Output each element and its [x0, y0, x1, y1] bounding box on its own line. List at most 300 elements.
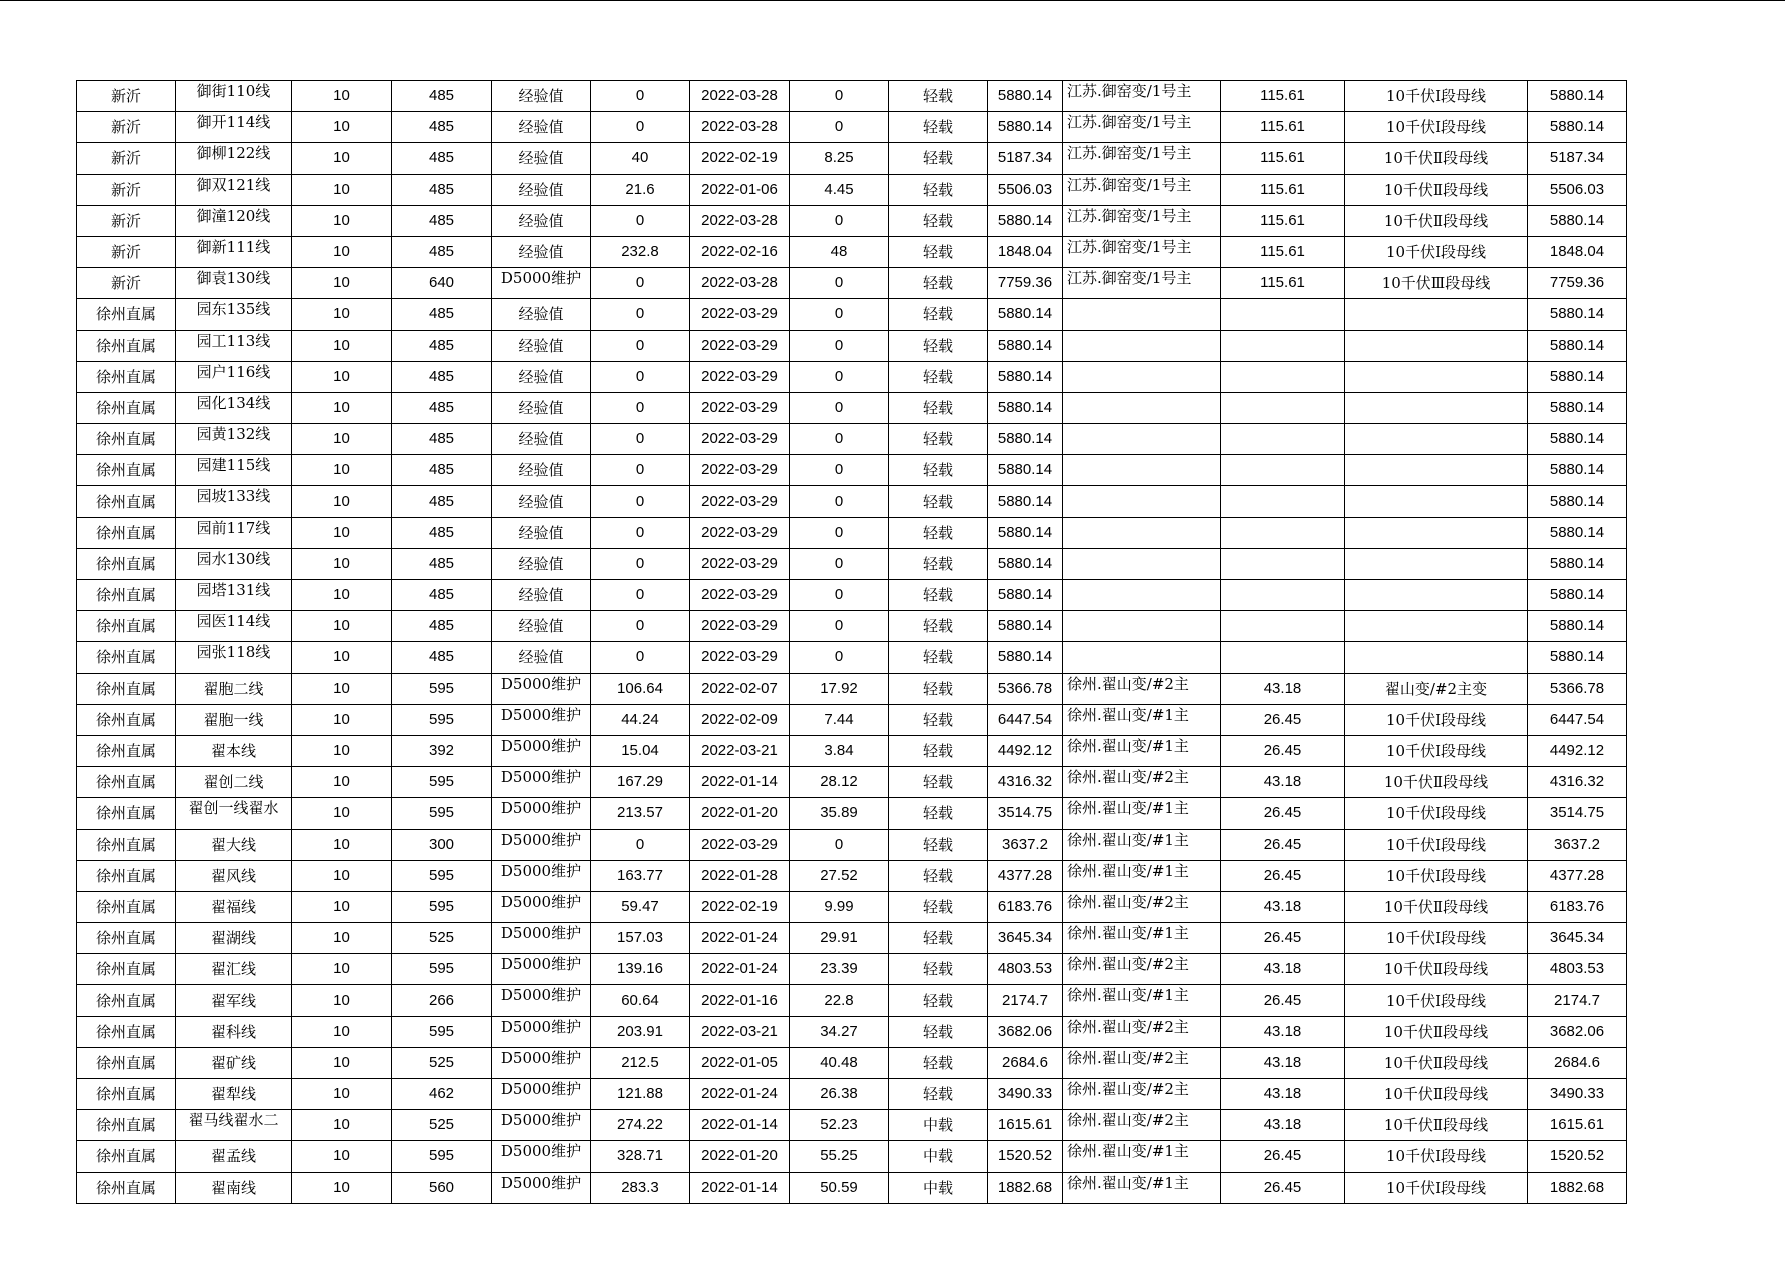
cell-max-current: 0 [591, 361, 690, 392]
cell-region: 徐州直属 [77, 299, 176, 330]
table-body [77, 81, 1627, 1204]
cell-load-rate: 4.45 [790, 174, 889, 205]
cell-load-rate: 55.25 [790, 1141, 889, 1172]
cell-rated-current: 595 [392, 1016, 492, 1047]
cell-line-name: 翟大线 [176, 829, 292, 860]
cell-max-current: 0 [591, 330, 690, 361]
cell-available: 2684.6 [1528, 1047, 1627, 1078]
table-row [77, 143, 1627, 174]
cell-bus-segment [1345, 517, 1528, 548]
cell-data-source: 经验值 [492, 299, 591, 330]
cell-data-source: D5000维护 [492, 1079, 591, 1110]
cell-data-source: D5000维护 [492, 673, 591, 704]
cell-rated-current: 485 [392, 143, 492, 174]
cell-line-name: 园户116线 [176, 361, 292, 392]
cell-region: 新沂 [77, 236, 176, 267]
cell-data-source: 经验值 [492, 81, 591, 112]
cell-margin: 4377.28 [988, 860, 1063, 891]
table-row [77, 891, 1627, 922]
cell-region: 徐州直属 [77, 548, 176, 579]
cell-margin: 5880.14 [988, 455, 1063, 486]
cell-max-current: 139.16 [591, 954, 690, 985]
cell-max-current: 328.71 [591, 1141, 690, 1172]
cell-capacity: 43.18 [1221, 1110, 1345, 1141]
cell-region: 徐州直属 [77, 424, 176, 455]
cell-max-current: 60.64 [591, 985, 690, 1016]
cell-load-status: 轻载 [889, 112, 988, 143]
cell-margin: 3645.34 [988, 923, 1063, 954]
cell-available: 5187.34 [1528, 143, 1627, 174]
cell-load-status: 轻载 [889, 954, 988, 985]
cell-load-status: 轻载 [889, 923, 988, 954]
cell-margin: 3682.06 [988, 1016, 1063, 1047]
cell-voltage: 10 [292, 517, 392, 548]
cell-bus-segment [1345, 548, 1528, 579]
cell-main-transformer: 江苏.御窑变/1号主 [1063, 268, 1221, 299]
cell-region: 徐州直属 [77, 1141, 176, 1172]
cell-bus-segment [1345, 330, 1528, 361]
cell-margin: 5880.14 [988, 361, 1063, 392]
cell-capacity: 26.45 [1221, 860, 1345, 891]
cell-region: 徐州直属 [77, 954, 176, 985]
cell-line-name: 园工113线 [176, 330, 292, 361]
cell-region: 新沂 [77, 143, 176, 174]
page-top-rule [0, 0, 1785, 1]
cell-region: 徐州直属 [77, 361, 176, 392]
cell-margin: 5880.14 [988, 517, 1063, 548]
cell-main-transformer [1063, 299, 1221, 330]
cell-available: 1615.61 [1528, 1110, 1627, 1141]
cell-load-rate: 0 [790, 361, 889, 392]
cell-rated-current: 595 [392, 891, 492, 922]
cell-date: 2022-03-28 [690, 81, 790, 112]
table-row [77, 517, 1627, 548]
cell-capacity: 26.45 [1221, 923, 1345, 954]
cell-date: 2022-03-29 [690, 299, 790, 330]
cell-load-status: 轻载 [889, 205, 988, 236]
cell-capacity: 115.61 [1221, 205, 1345, 236]
cell-bus-segment: 10千伏Ⅰ段母线 [1345, 985, 1528, 1016]
cell-rated-current: 485 [392, 580, 492, 611]
cell-rated-current: 595 [392, 798, 492, 829]
table-row [77, 548, 1627, 579]
cell-line-name: 翟本线 [176, 735, 292, 766]
cell-region: 徐州直属 [77, 891, 176, 922]
cell-bus-segment [1345, 642, 1528, 673]
cell-load-rate: 17.92 [790, 673, 889, 704]
cell-date: 2022-03-29 [690, 455, 790, 486]
cell-available: 6447.54 [1528, 704, 1627, 735]
cell-margin: 5880.14 [988, 548, 1063, 579]
cell-load-status: 轻载 [889, 1047, 988, 1078]
cell-date: 2022-02-16 [690, 236, 790, 267]
cell-date: 2022-01-14 [690, 767, 790, 798]
cell-region: 新沂 [77, 174, 176, 205]
table-row [77, 1110, 1627, 1141]
cell-available: 5880.14 [1528, 81, 1627, 112]
cell-voltage: 10 [292, 205, 392, 236]
cell-rated-current: 485 [392, 486, 492, 517]
cell-capacity: 115.61 [1221, 236, 1345, 267]
cell-load-rate: 27.52 [790, 860, 889, 891]
cell-region: 徐州直属 [77, 673, 176, 704]
cell-bus-segment: 10千伏Ⅱ段母线 [1345, 205, 1528, 236]
cell-margin: 1882.68 [988, 1172, 1063, 1203]
cell-main-transformer: 江苏.御窑变/1号主 [1063, 236, 1221, 267]
cell-load-rate: 40.48 [790, 1047, 889, 1078]
cell-available: 3637.2 [1528, 829, 1627, 860]
cell-max-current: 0 [591, 268, 690, 299]
table-row [77, 985, 1627, 1016]
cell-voltage: 10 [292, 548, 392, 579]
cell-line-name: 园水130线 [176, 548, 292, 579]
cell-line-name: 翟汇线 [176, 954, 292, 985]
cell-load-status: 轻载 [889, 704, 988, 735]
cell-region: 徐州直属 [77, 923, 176, 954]
cell-available: 5880.14 [1528, 361, 1627, 392]
cell-line-name: 园建115线 [176, 455, 292, 486]
cell-region: 徐州直属 [77, 517, 176, 548]
cell-load-status: 轻载 [889, 767, 988, 798]
cell-line-name: 翟犁线 [176, 1079, 292, 1110]
cell-load-rate: 48 [790, 236, 889, 267]
cell-region: 新沂 [77, 268, 176, 299]
cell-max-current: 106.64 [591, 673, 690, 704]
cell-voltage: 10 [292, 798, 392, 829]
cell-voltage: 10 [292, 704, 392, 735]
cell-bus-segment: 10千伏Ⅰ段母线 [1345, 860, 1528, 891]
cell-voltage: 10 [292, 1141, 392, 1172]
cell-line-name: 御双121线 [176, 174, 292, 205]
cell-date: 2022-03-29 [690, 330, 790, 361]
cell-date: 2022-03-28 [690, 205, 790, 236]
cell-max-current: 0 [591, 517, 690, 548]
cell-capacity: 26.45 [1221, 798, 1345, 829]
cell-capacity: 26.45 [1221, 985, 1345, 1016]
cell-rated-current: 595 [392, 860, 492, 891]
cell-rated-current: 266 [392, 985, 492, 1016]
cell-available: 5366.78 [1528, 673, 1627, 704]
cell-available: 4377.28 [1528, 860, 1627, 891]
cell-available: 5880.14 [1528, 205, 1627, 236]
cell-load-rate: 0 [790, 268, 889, 299]
cell-region: 徐州直属 [77, 829, 176, 860]
cell-load-status: 轻载 [889, 1016, 988, 1047]
cell-max-current: 59.47 [591, 891, 690, 922]
cell-region: 新沂 [77, 205, 176, 236]
table-row [77, 268, 1627, 299]
cell-margin: 7759.36 [988, 268, 1063, 299]
cell-bus-segment [1345, 361, 1528, 392]
table-row [77, 767, 1627, 798]
cell-available: 6183.76 [1528, 891, 1627, 922]
cell-main-transformer: 徐州.翟山变/#1主 [1063, 985, 1221, 1016]
cell-load-status: 轻载 [889, 891, 988, 922]
cell-main-transformer: 徐州.翟山变/#2主 [1063, 891, 1221, 922]
cell-max-current: 232.8 [591, 236, 690, 267]
cell-load-rate: 0 [790, 330, 889, 361]
cell-max-current: 0 [591, 611, 690, 642]
cell-bus-segment [1345, 424, 1528, 455]
cell-rated-current: 595 [392, 673, 492, 704]
cell-line-name: 翟湖线 [176, 923, 292, 954]
cell-main-transformer [1063, 330, 1221, 361]
cell-load-rate: 0 [790, 829, 889, 860]
table-row [77, 299, 1627, 330]
cell-main-transformer: 徐州.翟山变/#1主 [1063, 798, 1221, 829]
cell-main-transformer: 徐州.翟山变/#2主 [1063, 767, 1221, 798]
cell-date: 2022-01-24 [690, 1079, 790, 1110]
cell-load-status: 轻载 [889, 735, 988, 766]
cell-load-rate: 7.44 [790, 704, 889, 735]
cell-margin: 5187.34 [988, 143, 1063, 174]
cell-data-source: 经验值 [492, 424, 591, 455]
cell-line-name: 园化134线 [176, 392, 292, 423]
cell-available: 5880.14 [1528, 455, 1627, 486]
cell-capacity [1221, 486, 1345, 517]
cell-available: 5506.03 [1528, 174, 1627, 205]
cell-main-transformer: 徐州.翟山变/#1主 [1063, 1172, 1221, 1203]
cell-capacity [1221, 642, 1345, 673]
cell-load-status: 轻载 [889, 81, 988, 112]
cell-line-name: 御潼120线 [176, 205, 292, 236]
cell-margin: 5880.14 [988, 112, 1063, 143]
cell-bus-segment: 10千伏Ⅱ段母线 [1345, 174, 1528, 205]
cell-bus-segment: 10千伏Ⅰ段母线 [1345, 704, 1528, 735]
cell-line-name: 翟矿线 [176, 1047, 292, 1078]
cell-region: 新沂 [77, 112, 176, 143]
cell-rated-current: 525 [392, 1047, 492, 1078]
cell-available: 5880.14 [1528, 580, 1627, 611]
cell-load-status: 轻载 [889, 174, 988, 205]
cell-main-transformer: 江苏.御窑变/1号主 [1063, 81, 1221, 112]
cell-capacity: 115.61 [1221, 81, 1345, 112]
cell-line-name: 园坡133线 [176, 486, 292, 517]
cell-bus-segment: 10千伏Ⅰ段母线 [1345, 798, 1528, 829]
table-row [77, 860, 1627, 891]
cell-date: 2022-02-19 [690, 143, 790, 174]
cell-bus-segment: 10千伏Ⅰ段母线 [1345, 735, 1528, 766]
cell-data-source: D5000维护 [492, 798, 591, 829]
cell-date: 2022-02-07 [690, 673, 790, 704]
cell-bus-segment: 10千伏Ⅱ段母线 [1345, 1047, 1528, 1078]
cell-capacity: 26.45 [1221, 1141, 1345, 1172]
cell-capacity: 43.18 [1221, 767, 1345, 798]
cell-load-status: 轻载 [889, 424, 988, 455]
cell-max-current: 274.22 [591, 1110, 690, 1141]
cell-date: 2022-02-19 [690, 891, 790, 922]
cell-capacity: 115.61 [1221, 112, 1345, 143]
cell-data-source: 经验值 [492, 642, 591, 673]
cell-region: 徐州直属 [77, 392, 176, 423]
cell-capacity: 115.61 [1221, 268, 1345, 299]
cell-region: 新沂 [77, 81, 176, 112]
cell-voltage: 10 [292, 143, 392, 174]
cell-line-name: 御柳122线 [176, 143, 292, 174]
cell-margin: 6447.54 [988, 704, 1063, 735]
cell-voltage: 10 [292, 767, 392, 798]
cell-load-rate: 0 [790, 112, 889, 143]
cell-main-transformer: 徐州.翟山变/#2主 [1063, 1079, 1221, 1110]
cell-available: 4316.32 [1528, 767, 1627, 798]
table-row [77, 174, 1627, 205]
cell-data-source: 经验值 [492, 486, 591, 517]
cell-main-transformer: 徐州.翟山变/#2主 [1063, 1047, 1221, 1078]
cell-margin: 5880.14 [988, 299, 1063, 330]
cell-line-name: 翟风线 [176, 860, 292, 891]
table-row [77, 205, 1627, 236]
cell-date: 2022-02-09 [690, 704, 790, 735]
cell-load-status: 轻载 [889, 548, 988, 579]
cell-region: 徐州直属 [77, 985, 176, 1016]
cell-bus-segment [1345, 611, 1528, 642]
cell-load-rate: 0 [790, 611, 889, 642]
cell-date: 2022-03-21 [690, 1016, 790, 1047]
cell-data-source: 经验值 [492, 174, 591, 205]
cell-bus-segment: 10千伏Ⅱ段母线 [1345, 143, 1528, 174]
cell-bus-segment: 10千伏Ⅰ段母线 [1345, 1172, 1528, 1203]
cell-line-name: 园塔131线 [176, 580, 292, 611]
cell-region: 徐州直属 [77, 1079, 176, 1110]
cell-rated-current: 485 [392, 455, 492, 486]
cell-load-rate: 0 [790, 580, 889, 611]
cell-bus-segment [1345, 392, 1528, 423]
cell-data-source: D5000维护 [492, 704, 591, 735]
cell-main-transformer [1063, 548, 1221, 579]
cell-line-name: 园东135线 [176, 299, 292, 330]
cell-margin: 5880.14 [988, 81, 1063, 112]
cell-line-name: 翟福线 [176, 891, 292, 922]
cell-voltage: 10 [292, 1172, 392, 1203]
table-row [77, 1016, 1627, 1047]
cell-max-current: 0 [591, 392, 690, 423]
cell-margin: 3490.33 [988, 1079, 1063, 1110]
cell-date: 2022-01-28 [690, 860, 790, 891]
cell-main-transformer: 徐州.翟山变/#1主 [1063, 704, 1221, 735]
cell-capacity [1221, 330, 1345, 361]
cell-load-rate: 23.39 [790, 954, 889, 985]
cell-available: 3645.34 [1528, 923, 1627, 954]
cell-voltage: 10 [292, 486, 392, 517]
cell-load-rate: 0 [790, 642, 889, 673]
cell-voltage: 10 [292, 1016, 392, 1047]
cell-date: 2022-03-29 [690, 829, 790, 860]
cell-main-transformer: 徐州.翟山变/#1主 [1063, 1141, 1221, 1172]
cell-rated-current: 485 [392, 548, 492, 579]
cell-load-rate: 22.8 [790, 985, 889, 1016]
cell-rated-current: 485 [392, 174, 492, 205]
cell-load-rate: 0 [790, 486, 889, 517]
cell-rated-current: 485 [392, 392, 492, 423]
cell-voltage: 10 [292, 829, 392, 860]
cell-data-source: D5000维护 [492, 985, 591, 1016]
cell-capacity: 43.18 [1221, 891, 1345, 922]
cell-rated-current: 525 [392, 923, 492, 954]
cell-available: 5880.14 [1528, 299, 1627, 330]
cell-margin: 1520.52 [988, 1141, 1063, 1172]
cell-capacity [1221, 361, 1345, 392]
cell-date: 2022-01-05 [690, 1047, 790, 1078]
cell-main-transformer [1063, 455, 1221, 486]
cell-date: 2022-01-06 [690, 174, 790, 205]
cell-max-current: 0 [591, 205, 690, 236]
table-row [77, 798, 1627, 829]
cell-data-source: 经验值 [492, 330, 591, 361]
cell-region: 徐州直属 [77, 1047, 176, 1078]
cell-capacity [1221, 517, 1345, 548]
cell-bus-segment: 10千伏Ⅰ段母线 [1345, 829, 1528, 860]
cell-rated-current: 462 [392, 1079, 492, 1110]
cell-region: 徐州直属 [77, 767, 176, 798]
cell-main-transformer: 徐州.翟山变/#2主 [1063, 1016, 1221, 1047]
cell-bus-segment: 10千伏Ⅰ段母线 [1345, 236, 1528, 267]
cell-load-status: 轻载 [889, 361, 988, 392]
table-row [77, 580, 1627, 611]
cell-line-name: 翟胞一线 [176, 704, 292, 735]
cell-max-current: 40 [591, 143, 690, 174]
cell-load-rate: 35.89 [790, 798, 889, 829]
cell-line-name: 翟军线 [176, 985, 292, 1016]
cell-date: 2022-01-24 [690, 923, 790, 954]
cell-line-name: 翟马线翟水二 [176, 1110, 292, 1141]
cell-main-transformer [1063, 361, 1221, 392]
cell-main-transformer [1063, 517, 1221, 548]
cell-margin: 3514.75 [988, 798, 1063, 829]
cell-max-current: 203.91 [591, 1016, 690, 1047]
cell-load-rate: 29.91 [790, 923, 889, 954]
cell-main-transformer: 徐州.翟山变/#1主 [1063, 860, 1221, 891]
cell-capacity: 43.18 [1221, 1047, 1345, 1078]
cell-max-current: 163.77 [591, 860, 690, 891]
cell-capacity [1221, 455, 1345, 486]
cell-date: 2022-03-29 [690, 361, 790, 392]
cell-voltage: 10 [292, 424, 392, 455]
cell-data-source: D5000维护 [492, 1141, 591, 1172]
cell-max-current: 15.04 [591, 735, 690, 766]
cell-max-current: 121.88 [591, 1079, 690, 1110]
cell-date: 2022-03-28 [690, 112, 790, 143]
cell-max-current: 0 [591, 580, 690, 611]
cell-capacity [1221, 299, 1345, 330]
cell-available: 1520.52 [1528, 1141, 1627, 1172]
cell-date: 2022-01-20 [690, 798, 790, 829]
table-row [77, 611, 1627, 642]
cell-main-transformer: 徐州.翟山变/#2主 [1063, 954, 1221, 985]
cell-rated-current: 485 [392, 81, 492, 112]
cell-max-current: 44.24 [591, 704, 690, 735]
cell-margin: 5880.14 [988, 424, 1063, 455]
cell-max-current: 157.03 [591, 923, 690, 954]
cell-voltage: 10 [292, 735, 392, 766]
cell-load-rate: 0 [790, 299, 889, 330]
cell-bus-segment: 10千伏Ⅱ段母线 [1345, 1016, 1528, 1047]
cell-load-status: 轻载 [889, 1079, 988, 1110]
cell-voltage: 10 [292, 954, 392, 985]
cell-capacity: 26.45 [1221, 704, 1345, 735]
cell-available: 4803.53 [1528, 954, 1627, 985]
cell-capacity: 26.45 [1221, 1172, 1345, 1203]
cell-available: 5880.14 [1528, 392, 1627, 423]
cell-load-status: 轻载 [889, 673, 988, 704]
cell-data-source: 经验值 [492, 580, 591, 611]
cell-date: 2022-01-24 [690, 954, 790, 985]
cell-load-rate: 0 [790, 81, 889, 112]
cell-max-current: 0 [591, 642, 690, 673]
cell-rated-current: 595 [392, 704, 492, 735]
table-row [77, 486, 1627, 517]
cell-available: 3514.75 [1528, 798, 1627, 829]
cell-bus-segment: 10千伏Ⅰ段母线 [1345, 112, 1528, 143]
